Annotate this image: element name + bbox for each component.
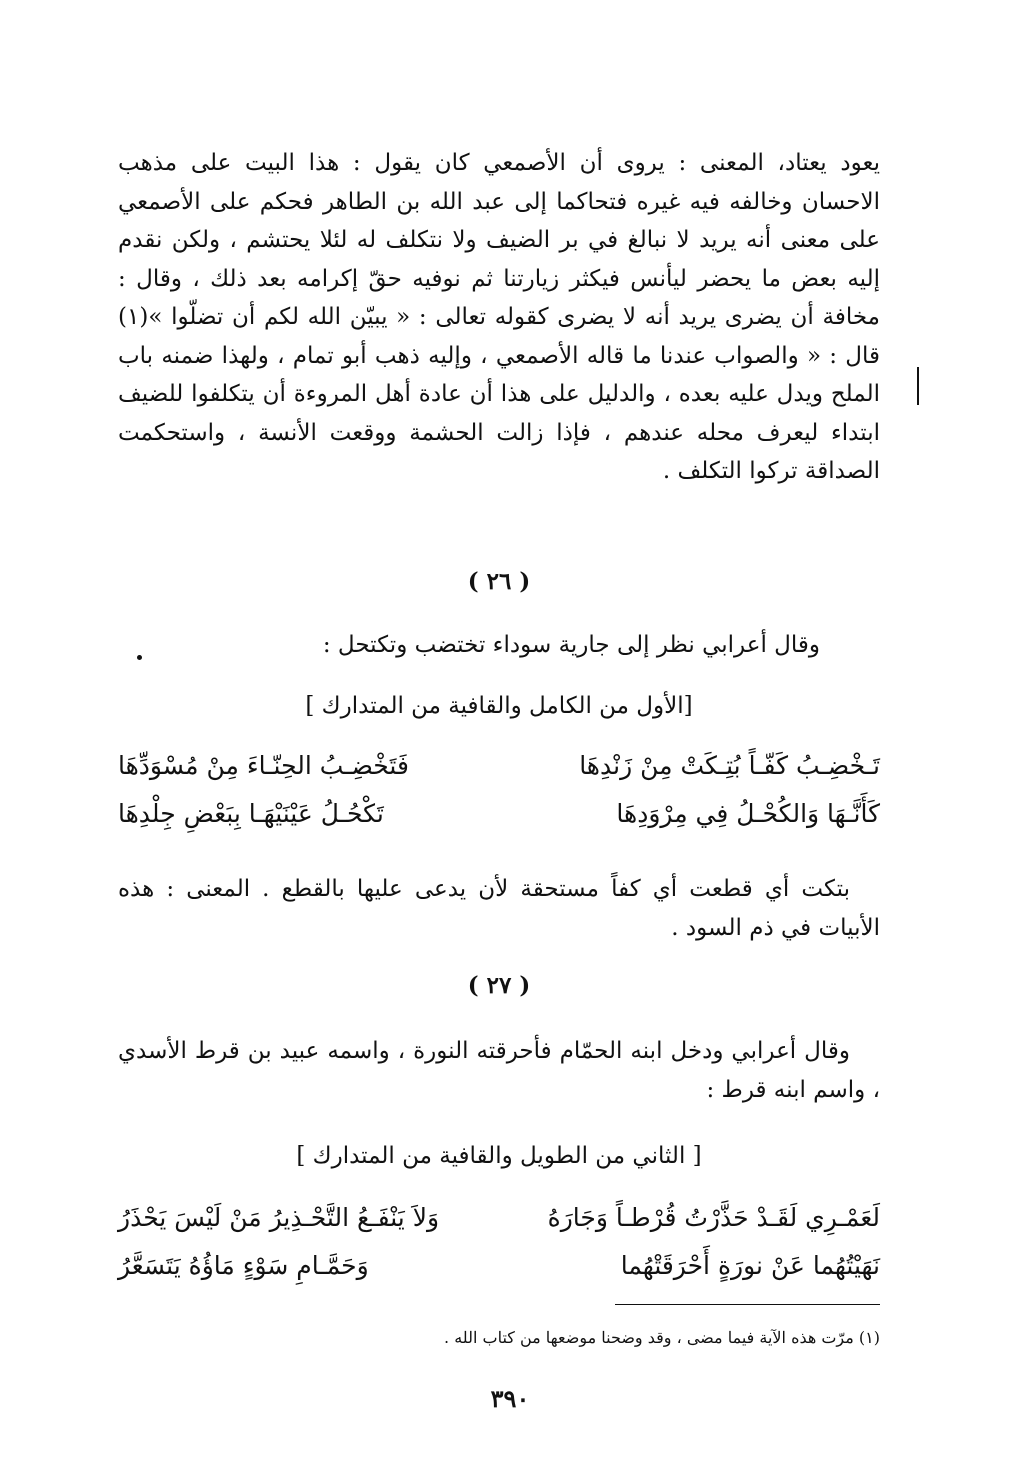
page-number: ٣٩٠ bbox=[490, 1384, 530, 1413]
paragraph-commentary: يعود يعتاد، المعنى : يروى أن الأصمعي كان يقول : هذا البيت على مذهب الاحسان وخالفه فيه غيره فتحاكما إلى عبد الله بن الطاهر فحكم على الأصمعي على معنى أنه يريد لا نبالغ في بر الضيف ولا نتكلف له لئلا يحتشم ، ولكن نقدم إليه بعض ما يحضر ليأنس فيكثر زيارتنا ثم نوفيه حقّ إكرامه بعد ذلك ، وقال : مخافة أن يضرى يريد أنه لا يضرى كقوله تعالى : « يبيّن الله لكم أن تضلّوا »(١) قال : « والصواب عندنا ما قاله الأصمعي ، وإليه ذهب أبو تمام ، ولهذا ضمنه باب الملح ويدل عليه بعده ، والدليل على هذا أن عادة أهل المروءة أن يتكلفوا للضيف ابتداء ليعرف محله عندهم ، فإذا زالت الحشمة ووقعت الأنسة ، واستحكمت الصداقة تركوا التكلف . bbox=[118, 150, 880, 484]
footnote-separator bbox=[615, 1304, 880, 1305]
verse-line-1 bbox=[118, 1194, 880, 1242]
hemistich-left: تَكْحُـلُ عَيْنَيْهَـا بِبَعْضِ جِلْدِهَا bbox=[118, 799, 384, 828]
verse-line-1 bbox=[118, 742, 880, 790]
hemistich-left: فَتَخْضِـبُ الحِنّـاءَ مِنْ مُسْوَدِّهَا bbox=[118, 751, 409, 780]
section-27-meter: [ الثاني من الطويل والقافية من المتدارك ] bbox=[296, 1143, 702, 1169]
poem-27 bbox=[118, 1194, 880, 1290]
hemistich-left: وَلاَ يَنْفَـعُ التَّحْـذِيرُ مَنْ لَيْسَ يَحْذَرُ bbox=[118, 1203, 440, 1232]
margin-mark bbox=[917, 367, 919, 405]
footnote: (١) مرّت هذه الآية فيما مضى ، وقد وضحنا موضعها من كتاب الله . bbox=[444, 1328, 880, 1347]
section-26-intro: وقال أعرابي نظر إلى جارية سوداء تختضب وتكتحل : bbox=[322, 632, 820, 658]
hemistich-left: وَحَمَّـامِ سَوْءٍ مَاؤُهُ يَتَسَعَّرُ bbox=[118, 1251, 369, 1280]
poem-26 bbox=[118, 742, 880, 838]
section-26-meter: [الأول من الكامل والقافية من المتدارك ] bbox=[305, 693, 693, 719]
verse-line-2 bbox=[118, 790, 880, 838]
hemistich-right: تَـخْضِـبُ كَفّـاً بُتِـكَتْ مِنْ زَنْدِهَا bbox=[579, 751, 880, 780]
hemistich-right: نَهَيْتُهُما عَنْ نورَةٍ أَحْرَقَتْهُما bbox=[620, 1251, 880, 1280]
section-number-27: ( ٢٧ ) bbox=[467, 972, 531, 999]
hemistich-right: لَعَمْـرِي لَقَـدْ حَذَّرْتُ قُرْطـاً وَجَارَهُ bbox=[547, 1203, 880, 1232]
paragraph-section-27-intro: وقال أعرابي ودخل ابنه الحمّام فأحرقته النورة ، واسمه عبيد بن قرط الأسدي ، واسم ابنه قرط : bbox=[118, 1038, 880, 1103]
paragraph-gloss: بتكت أي قطعت أي كفاً مستحقة لأن يدعى عليها بالقطع . المعنى : هذه الأبيات في ذم السود . bbox=[118, 876, 880, 941]
verse-line-2 bbox=[118, 1242, 880, 1290]
hemistich-right: كَأَنَّـهَا وَالكُحْـلُ فِي مِرْوَدِهَا bbox=[616, 799, 880, 828]
dot-mark bbox=[137, 655, 142, 660]
section-number-26: ( ٢٦ ) bbox=[467, 568, 531, 595]
